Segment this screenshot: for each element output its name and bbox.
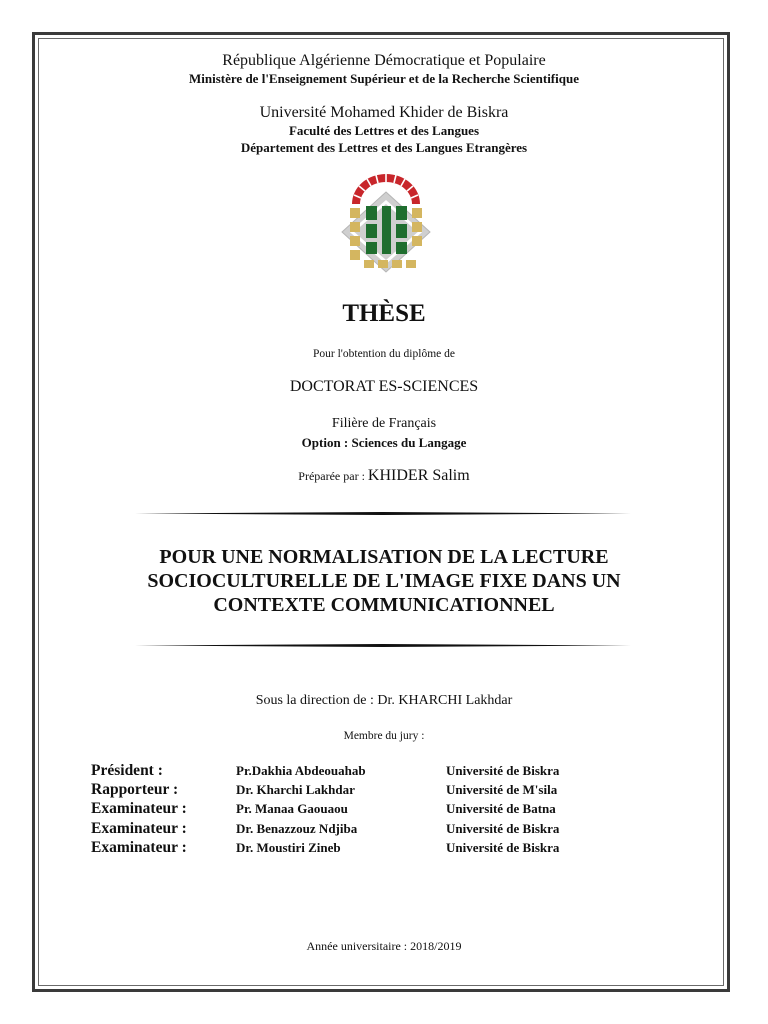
title-divider-top [135, 512, 631, 515]
jury-role: Président : [91, 762, 163, 779]
faculty-heading: Faculté des Lettres et des Langues [288, 123, 480, 138]
thesis-option: Option : Sciences du Langage [301, 435, 467, 450]
jury-university: Université de Biskra [446, 821, 560, 836]
jury-role: Rapporteur : [91, 781, 179, 798]
jury-label: Membre du jury : [343, 730, 425, 742]
supervisor-line: Sous la direction de : Dr. KHARCHI Lakhdar [255, 693, 513, 708]
jury-role: Examinateur : [91, 839, 187, 856]
academic-year: Année universitaire : 2018/2019 [306, 939, 462, 953]
university-biskra-logo [340, 170, 432, 280]
jury-member-name: Dr. Moustiri Zineb [236, 840, 341, 855]
author-name: KHIDER Salim [367, 467, 470, 484]
jury-row [0, 762, 768, 782]
department-heading: Département des Lettres et des Langues Etrangères [240, 140, 528, 155]
degree-name: DOCTORAT ES-SCIENCES [289, 378, 479, 395]
jury-member-name: Pr.Dakhia Abdeouahab [236, 763, 366, 778]
jury-role: Examinateur : [91, 800, 187, 817]
jury-row [0, 781, 768, 801]
jury-row [0, 820, 768, 840]
jury-row [0, 839, 768, 859]
thesis-title-line-2: SOCIOCULTURELLE DE L'IMAGE FIXE DANS UN [147, 570, 621, 592]
jury-member-name: Dr. Kharchi Lakhdar [236, 782, 355, 797]
jury-row [0, 800, 768, 820]
prepared-by [0, 467, 768, 485]
prepared-by-label: Préparée par : [298, 469, 368, 483]
jury-university: Université de Batna [446, 801, 556, 816]
field-of-study: Filière de Français [331, 416, 437, 431]
diploma-purpose: Pour l'obtention du diplôme de [313, 348, 455, 360]
republic-heading: République Algérienne Démocratique et Populaire [222, 52, 546, 69]
title-divider-bottom [135, 644, 631, 647]
thesis-title-line-3: CONTEXTE COMMUNICATIONNEL [213, 594, 555, 616]
jury-university: Université de Biskra [446, 840, 560, 855]
jury-member-name: Dr. Benazzouz Ndjiba [236, 821, 358, 836]
jury-university: Université de Biskra [446, 763, 560, 778]
jury-university: Université de M'sila [446, 782, 558, 797]
thesis-title-line-1: POUR UNE NORMALISATION DE LA LECTURE [159, 546, 609, 568]
jury-member-name: Pr. Manaa Gaouaou [236, 801, 348, 816]
thesis-type: THÈSE [342, 300, 426, 327]
jury-role: Examinateur : [91, 820, 187, 837]
university-heading: Université Mohamed Khider de Biskra [259, 104, 509, 121]
ministry-heading: Ministère de l'Enseignement Supérieur et de la Recherche Scientifique [189, 71, 579, 86]
